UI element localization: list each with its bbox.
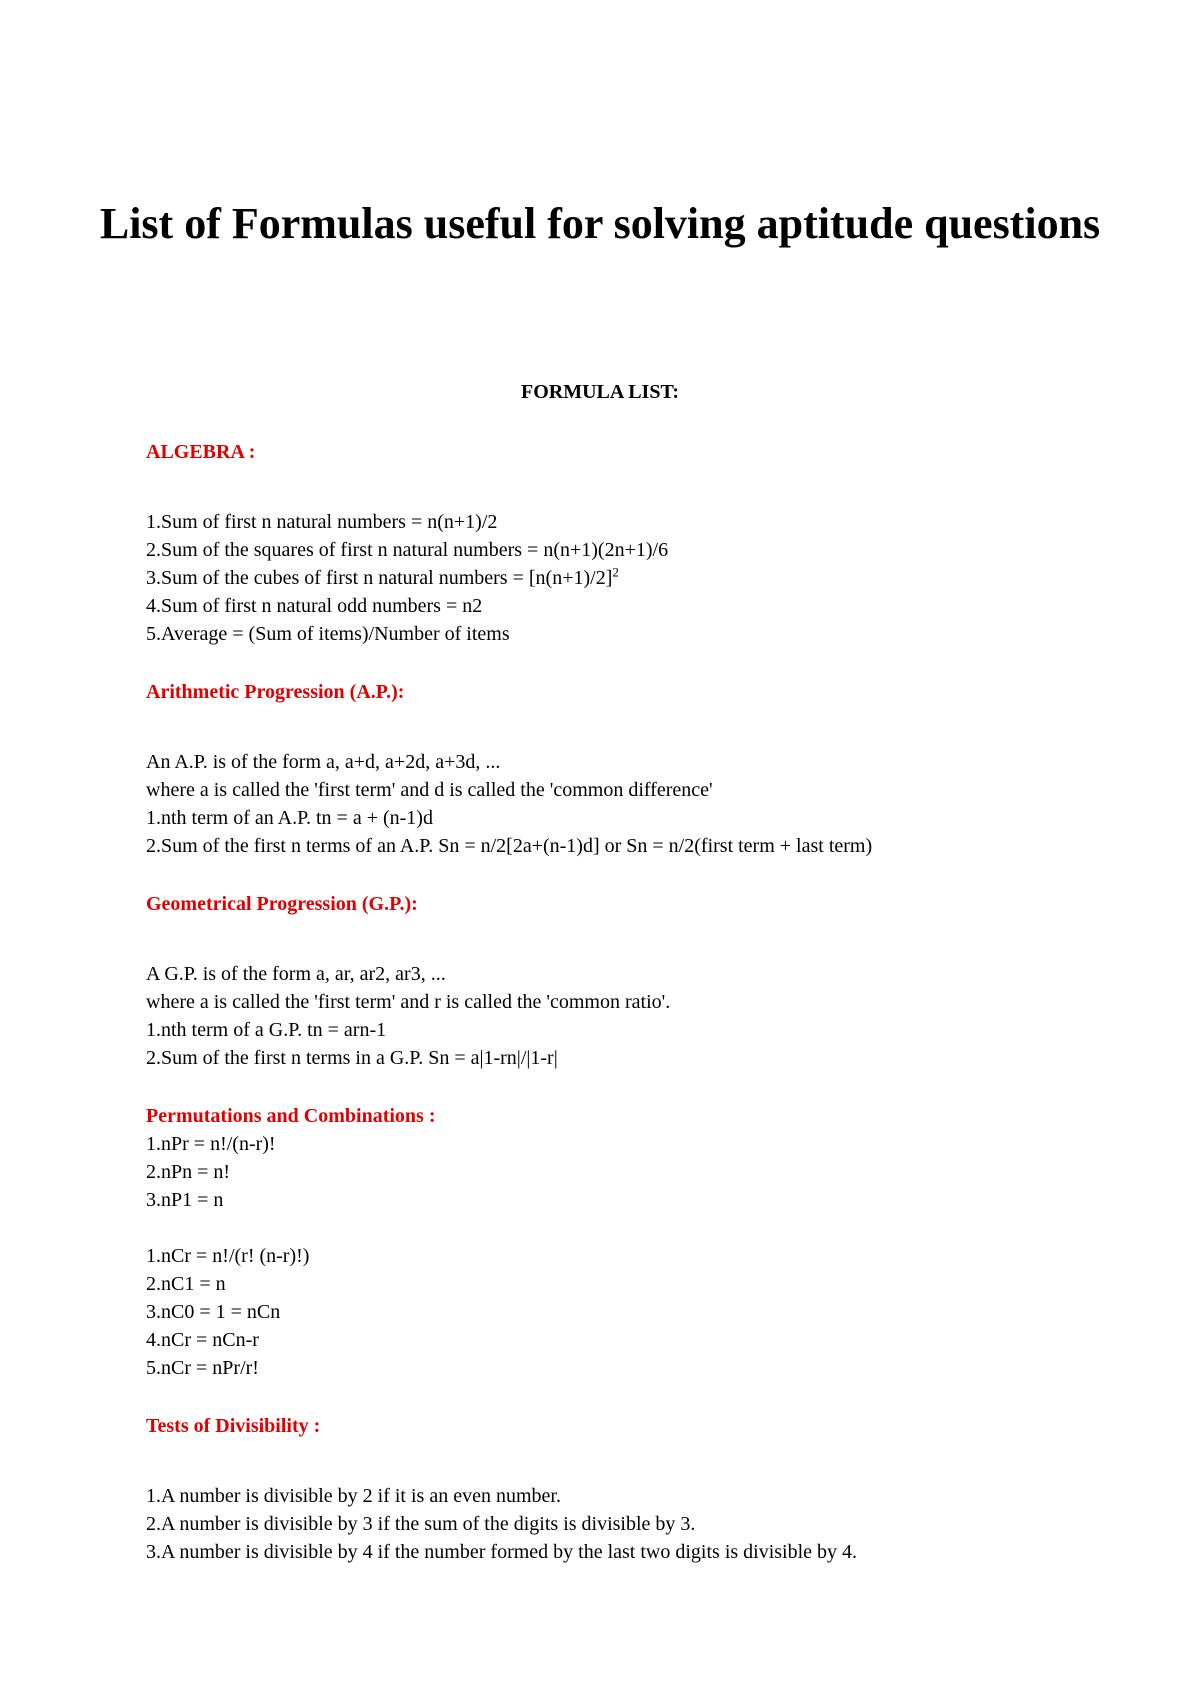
divisibility-line-2: 2.A number is divisible by 3 if the sum of the digits is divisible by 3.: [146, 1513, 696, 1535]
page-title: List of Formulas useful for solving aptitude questions: [99, 199, 1101, 248]
algebra-item-2: 2.Sum of the squares of first n natural numbers = n(n+1)(2n+1)/6: [146, 539, 669, 561]
divisibility-line-3: 3.A number is divisible by 4 if the number formed by the last two digits is divisible by 4.: [146, 1541, 858, 1563]
permutation-item-3: 3.nP1 = n: [146, 1189, 224, 1211]
divisibility-line-1: 1.A number is divisible by 2 if it is an even number.: [146, 1485, 561, 1507]
algebra-item-3: [146, 566, 619, 590]
combination-item-4: 4.nCr = nCn-r: [146, 1329, 259, 1351]
ap-line-2: where a is called the 'first term' and d is called the 'common difference': [146, 779, 713, 801]
ap-heading: Arithmetic Progression (A.P.):: [146, 681, 405, 703]
gp-line-3: 1.nth term of a G.P. tn = arn-1: [146, 1019, 387, 1041]
algebra-item-3-text: 3.Sum of the cubes of first n natural numbers = [n(n+1)/2]: [146, 567, 613, 589]
formula-list-label: FORMULA LIST:: [521, 381, 679, 403]
ap-line-4: 2.Sum of the first n terms of an A.P. Sn = n/2[2a+(n-1)d] or Sn = n/2(first term + last term): [146, 835, 873, 857]
gp-line-1: A G.P. is of the form a, ar, ar2, ar3, ...: [146, 963, 446, 985]
algebra-item-1: 1.Sum of first n natural numbers = n(n+1)/2: [146, 511, 498, 533]
permutation-item-2: 2.nPn = n!: [146, 1161, 231, 1183]
algebra-item-4: 4.Sum of first n natural odd numbers = n2: [146, 595, 483, 617]
gp-line-2: where a is called the 'first term' and r is called the 'common ratio'.: [146, 991, 671, 1013]
gp-line-4: 2.Sum of the first n terms in a G.P. Sn = a|1-rn|/|1-r|: [146, 1047, 558, 1069]
combination-item-5: 5.nCr = nPr/r!: [146, 1357, 259, 1379]
algebra-item-3-exponent: 2: [612, 564, 619, 580]
combination-item-2: 2.nC1 = n: [146, 1273, 226, 1295]
gp-heading: Geometrical Progression (G.P.):: [146, 893, 418, 915]
combination-item-1: 1.nCr = n!/(r! (n-r)!): [146, 1245, 310, 1267]
ap-line-1: An A.P. is of the form a, a+d, a+2d, a+3d, ...: [146, 751, 501, 773]
divisibility-heading: Tests of Divisibility :: [146, 1415, 321, 1437]
ap-line-3: 1.nth term of an A.P. tn = a + (n-1)d: [146, 807, 433, 829]
combination-item-3: 3.nC0 = 1 = nCn: [146, 1301, 281, 1323]
algebra-item-5: 5.Average = (Sum of items)/Number of items: [146, 623, 510, 645]
algebra-heading: ALGEBRA :: [146, 441, 256, 463]
pc-heading: Permutations and Combinations :: [146, 1105, 436, 1127]
permutation-item-1: 1.nPr = n!/(n-r)!: [146, 1133, 276, 1155]
